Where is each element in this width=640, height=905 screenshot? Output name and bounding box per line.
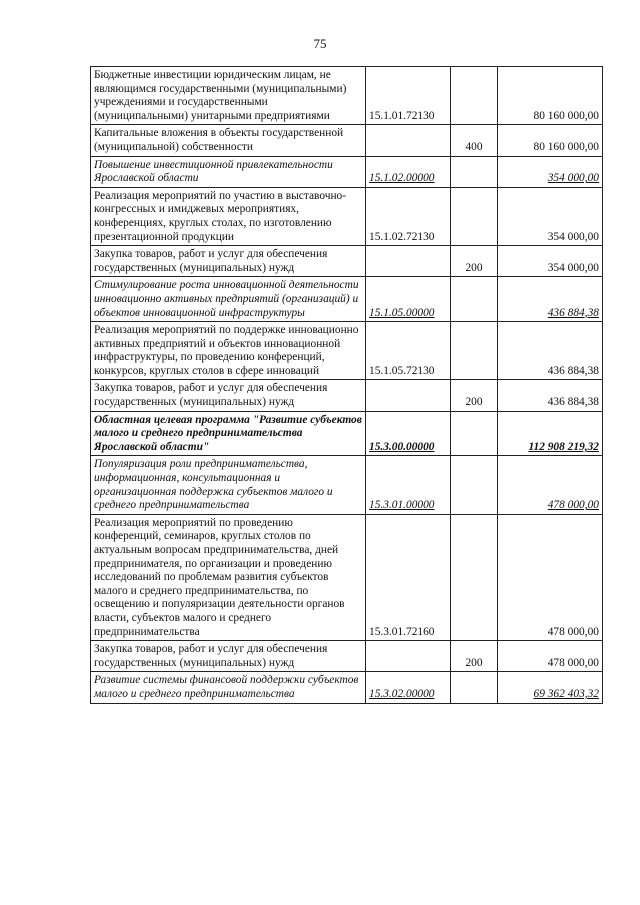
row-name-cell: Реализация мероприятий по поддержке инновационно активных предприятий и объектов инновационной инфраструктуры, по проведению конференций, конкурсов, круглых столов в сфере инноваций	[91, 322, 366, 380]
page-number: 75	[313, 36, 327, 51]
row-name-cell: Закупка товаров, работ и услуг для обеспечения государственных (муниципальных) нужд	[91, 641, 366, 672]
row-name-cell: Закупка товаров, работ и услуг для обеспечения государственных (муниципальных) нужд	[91, 380, 366, 411]
row-code-cell: 15.3.01.72160	[366, 514, 451, 640]
row-code-cell	[366, 380, 451, 411]
row-kind-cell	[451, 456, 498, 514]
table-row	[91, 156, 603, 187]
row-amount-cell: 80 160 000,00	[498, 125, 603, 156]
row-code-cell: 15.3.02.00000	[366, 672, 451, 703]
row-name-cell: Повышение инвестиционной привлекательности Ярославской области	[91, 156, 366, 187]
row-kind-cell	[451, 411, 498, 456]
table-row	[91, 514, 603, 640]
table-row	[91, 672, 603, 703]
table-row	[91, 125, 603, 156]
table-row	[91, 322, 603, 380]
row-kind-cell: 400	[451, 125, 498, 156]
row-code-cell: 15.1.02.00000	[366, 156, 451, 187]
row-amount-cell: 478 000,00	[498, 514, 603, 640]
row-code-cell: 15.3.01.00000	[366, 456, 451, 514]
row-kind-cell	[451, 672, 498, 703]
row-code-cell: 15.3.00.00000	[366, 411, 451, 456]
table-row	[91, 456, 603, 514]
row-kind-cell	[451, 187, 498, 245]
table-row	[91, 246, 603, 277]
row-amount-cell: 112 908 219,32	[498, 411, 603, 456]
row-code-cell: 15.1.02.72130	[366, 187, 451, 245]
row-name-cell: Областная целевая программа "Развитие субъектов малого и среднего предпринимательства Ярославской области"	[91, 411, 366, 456]
row-code-cell: 15.1.05.72130	[366, 322, 451, 380]
budget-table	[90, 66, 603, 704]
row-amount-cell: 354 000,00	[498, 246, 603, 277]
row-name-cell: Бюджетные инвестиции юридическим лицам, не являющимся государственными (муниципальными) учреждениями и государственными (муниципальными) унитарными предприятиями	[91, 67, 366, 125]
row-kind-cell: 200	[451, 246, 498, 277]
row-name-cell: Закупка товаров, работ и услуг для обеспечения государственных (муниципальных) нужд	[91, 246, 366, 277]
budget-table-body	[91, 67, 603, 704]
row-amount-cell: 354 000,00	[498, 187, 603, 245]
row-amount-cell: 478 000,00	[498, 456, 603, 514]
row-name-cell: Развитие системы финансовой поддержки субъектов малого и среднего предпринимательства	[91, 672, 366, 703]
row-code-cell	[366, 641, 451, 672]
row-amount-cell: 80 160 000,00	[498, 67, 603, 125]
row-kind-cell	[451, 514, 498, 640]
row-name-cell: Реализация мероприятий по участию в выставочно-конгрессных и имиджевых мероприятиях, конференциях, круглых столах, по изготовлению презентационной продукции	[91, 187, 366, 245]
table-row	[91, 187, 603, 245]
row-name-cell: Капитальные вложения в объекты государственной (муниципальной) собственности	[91, 125, 366, 156]
row-name-cell: Популяризация роли предпринимательства, информационная, консультационная и организационная поддержка субъектов малого и среднего предпринимательства	[91, 456, 366, 514]
row-kind-cell	[451, 156, 498, 187]
row-name-cell: Стимулирование роста инновационной деятельности инновационно активных предприятий (организаций) и объектов инновационной инфраструктуры	[91, 277, 366, 322]
row-kind-cell: 200	[451, 641, 498, 672]
row-kind-cell	[451, 277, 498, 322]
row-kind-cell	[451, 67, 498, 125]
table-row	[91, 411, 603, 456]
row-amount-cell: 354 000,00	[498, 156, 603, 187]
row-amount-cell: 436 884,38	[498, 277, 603, 322]
row-amount-cell: 478 000,00	[498, 641, 603, 672]
table-row	[91, 277, 603, 322]
row-kind-cell	[451, 322, 498, 380]
row-amount-cell: 436 884,38	[498, 322, 603, 380]
table-row	[91, 67, 603, 125]
row-kind-cell: 200	[451, 380, 498, 411]
row-code-cell	[366, 246, 451, 277]
table-row	[91, 380, 603, 411]
row-name-cell: Реализация мероприятий по проведению конференций, семинаров, круглых столов по актуальным вопросам предпринимательства, дней предпринимателя, по организации и проведению исследований по проблемам развития субъектов малого и среднего предпринимательства, по освещению и популяризации деятельности органов власти, субъектов малого и среднего предпринимательства	[91, 514, 366, 640]
table-row	[91, 641, 603, 672]
row-code-cell: 15.1.05.00000	[366, 277, 451, 322]
row-amount-cell: 69 362 403,32	[498, 672, 603, 703]
row-amount-cell: 436 884,38	[498, 380, 603, 411]
row-code-cell: 15.1.01.72130	[366, 67, 451, 125]
row-code-cell	[366, 125, 451, 156]
